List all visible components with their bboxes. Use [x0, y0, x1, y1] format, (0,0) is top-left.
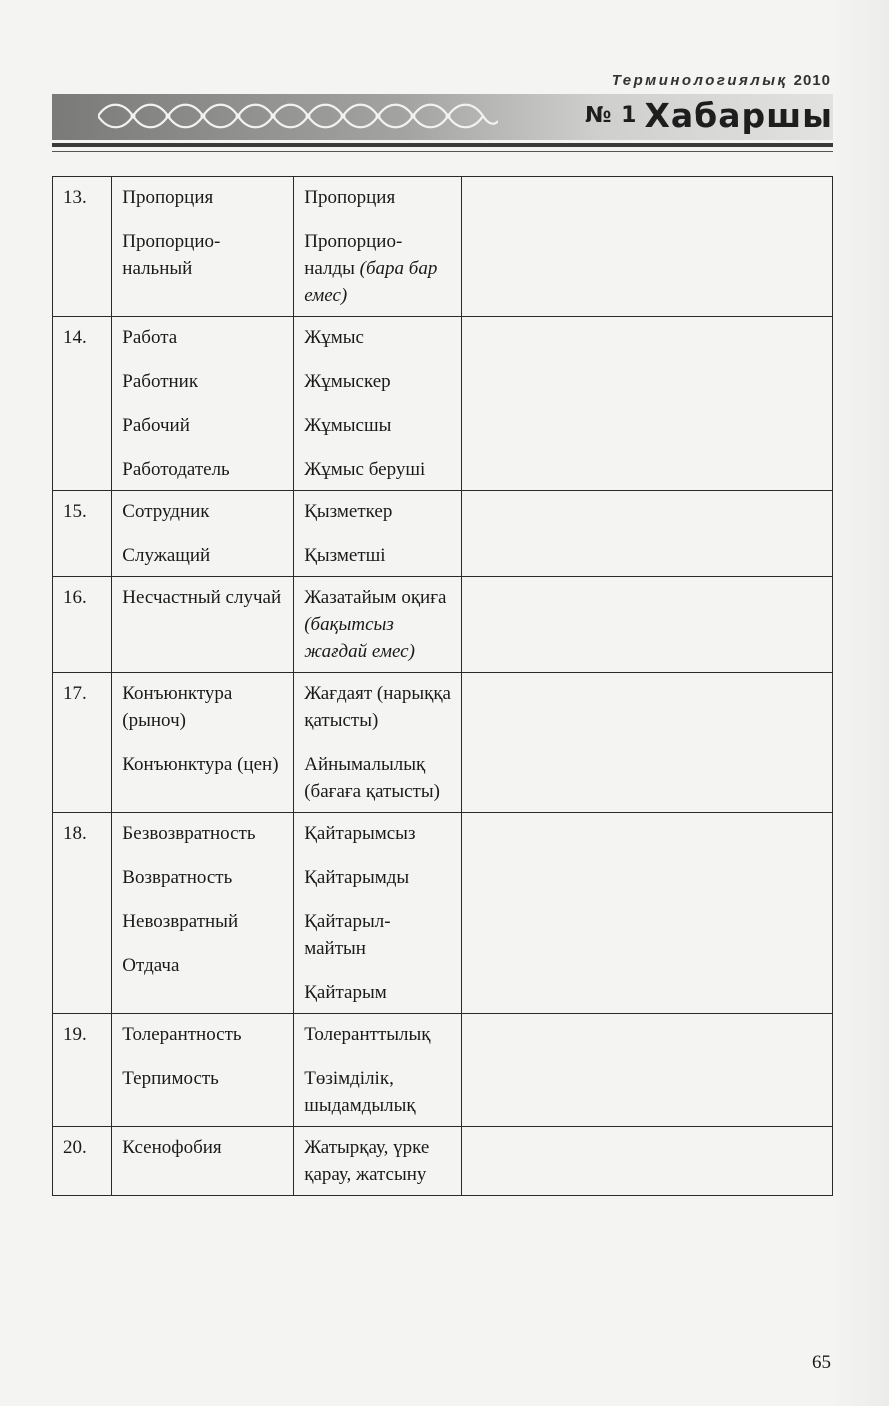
russian-term: Безвозвратность	[122, 823, 256, 844]
russian-terms-cell	[112, 1127, 294, 1196]
kazakh-term: Қайтарым	[304, 982, 387, 1003]
russian-term: Терпимость	[122, 1068, 219, 1089]
russian-term: Пропорция	[122, 187, 214, 208]
journal-title: Хабаршы	[644, 96, 833, 135]
row-number: 19.	[53, 1014, 112, 1127]
russian-terms-cell	[112, 813, 294, 1014]
row-number: 16.	[53, 577, 112, 673]
table-row	[53, 177, 833, 317]
kazakh-term-entry	[304, 368, 451, 395]
header-rule-thin	[52, 151, 833, 152]
term-note: (бара бар емес)	[304, 258, 438, 306]
kazakh-term-entry	[304, 584, 451, 665]
kazakh-term: Жатырқау, үрке қарау, жатсыну	[304, 1137, 430, 1185]
header-rule-thick	[52, 143, 833, 147]
russian-term: Ксенофобия	[122, 1137, 222, 1158]
russian-term: Несчастный случай	[122, 587, 282, 608]
kazakh-terms-cell	[294, 491, 462, 577]
kazakh-term-entry	[304, 820, 451, 847]
kazakh-terms-cell	[294, 813, 462, 1014]
kazakh-term-entry	[304, 680, 451, 734]
kazakh-term-entry	[304, 412, 451, 439]
kazakh-terms-cell	[294, 673, 462, 813]
russian-terms-cell	[112, 317, 294, 491]
russian-term: Служащий	[122, 545, 211, 566]
kazakh-term: Қызметкер	[304, 501, 393, 522]
kazakh-term: Төзімділік, шыдамдылық	[304, 1068, 416, 1116]
term-note: (бақытсыз жағдай емес)	[304, 614, 415, 662]
ornament-icon	[98, 99, 498, 133]
kazakh-term: Қайтарымсыз	[304, 823, 416, 844]
header-banner	[52, 94, 833, 140]
kazakh-terms-cell	[294, 1127, 462, 1196]
row-number: 15.	[53, 491, 112, 577]
page-edge-shadow	[831, 0, 889, 1406]
kazakh-term-entry	[304, 1134, 451, 1188]
table-row	[53, 317, 833, 491]
kazakh-term: Жұмыскер	[304, 371, 391, 392]
table-row	[53, 577, 833, 673]
russian-term: Конъюнктура (рыноч)	[122, 683, 233, 731]
table-row	[53, 673, 833, 813]
row-number: 14.	[53, 317, 112, 491]
russian-terms-cell	[112, 1014, 294, 1127]
journal-header	[612, 72, 831, 89]
kazakh-term: Қайтарымды	[304, 867, 410, 888]
kazakh-term: Жазатайым оқиға	[304, 587, 447, 608]
kazakh-terms-cell	[294, 317, 462, 491]
russian-terms-cell	[112, 177, 294, 317]
kazakh-term: Жағдаят (нарыққа қатысты)	[304, 683, 451, 731]
empty-cell	[462, 577, 833, 673]
kazakh-term: Жұмыс	[304, 327, 364, 348]
russian-term: Конъюнктура (цен)	[122, 754, 279, 775]
kazakh-term: Қызметші	[304, 545, 386, 566]
russian-term: Возвратность	[122, 867, 233, 888]
kazakh-term-entry	[304, 228, 451, 309]
russian-term: Работа	[122, 327, 178, 348]
kazakh-term: Пропорцио-налды	[304, 231, 403, 279]
empty-cell	[462, 177, 833, 317]
kazakh-terms-cell	[294, 1014, 462, 1127]
kazakh-term: Жұмысшы	[304, 415, 392, 436]
russian-term: Невозвратный	[122, 911, 239, 932]
russian-terms-cell	[112, 673, 294, 813]
terms-table-body	[53, 177, 833, 1196]
kazakh-terms-cell	[294, 577, 462, 673]
table-row	[53, 1014, 833, 1127]
russian-term: Рабочий	[122, 415, 190, 436]
journal-name: Терминологиялық	[611, 72, 788, 89]
russian-term: Отдача	[122, 955, 180, 976]
russian-term: Пропорцио-нальный	[122, 231, 221, 279]
kazakh-term-entry	[304, 324, 451, 351]
russian-term: Работник	[122, 371, 199, 392]
empty-cell	[462, 813, 833, 1014]
issue-number: № 1	[585, 103, 638, 128]
kazakh-term: Пропорция	[304, 187, 396, 208]
kazakh-term-entry	[304, 542, 451, 569]
empty-cell	[462, 491, 833, 577]
russian-term: Толерантность	[122, 1024, 242, 1045]
kazakh-term: Толеранттылық	[304, 1024, 431, 1045]
kazakh-term-entry	[304, 1021, 451, 1048]
row-number: 18.	[53, 813, 112, 1014]
empty-cell	[462, 1127, 833, 1196]
table-row	[53, 813, 833, 1014]
russian-terms-cell	[112, 491, 294, 577]
russian-term: Работодатель	[122, 459, 230, 480]
kazakh-term: Айнымалылық (бағаға қатысты)	[304, 754, 440, 802]
kazakh-term-entry	[304, 908, 451, 962]
russian-term: Сотрудник	[122, 501, 210, 522]
empty-cell	[462, 1014, 833, 1127]
journal-year: 2010	[793, 72, 831, 89]
kazakh-term-entry	[304, 751, 451, 805]
kazakh-term-entry	[304, 1065, 451, 1119]
table-row	[53, 491, 833, 577]
page-number: 65	[812, 1352, 831, 1373]
kazakh-term-entry	[304, 864, 451, 891]
russian-terms-cell	[112, 577, 294, 673]
kazakh-term: Қайтарыл-майтын	[304, 911, 391, 959]
kazakh-term-entry	[304, 979, 451, 1006]
table-row	[53, 1127, 833, 1196]
empty-cell	[462, 673, 833, 813]
kazakh-terms-cell	[294, 177, 462, 317]
kazakh-term-entry	[304, 498, 451, 525]
row-number: 17.	[53, 673, 112, 813]
terms-table	[52, 176, 833, 1196]
row-number: 20.	[53, 1127, 112, 1196]
kazakh-term: Жұмыс беруші	[304, 459, 426, 480]
kazakh-term-entry	[304, 456, 451, 483]
kazakh-term-entry	[304, 184, 451, 211]
row-number: 13.	[53, 177, 112, 317]
empty-cell	[462, 317, 833, 491]
